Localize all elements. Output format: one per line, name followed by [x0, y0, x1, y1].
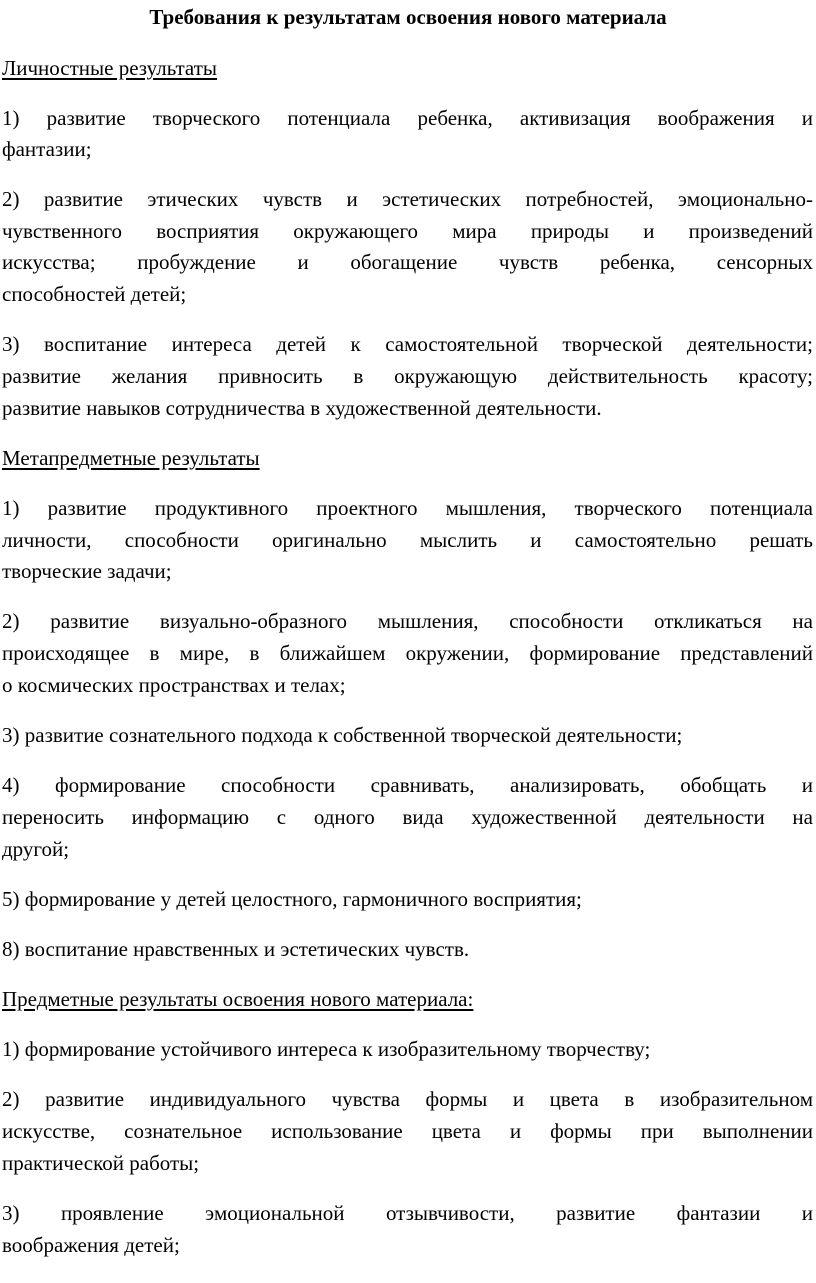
paragraph-line: происходящее в мире, в ближайшем окружении, формирование представлений — [2, 641, 813, 665]
paragraph-line: 4) формирование способности сравнивать, анализировать, обобщать и — [2, 773, 813, 797]
paragraph-line: 8) воспитание нравственных и эстетических чувств. — [2, 937, 470, 961]
paragraph-line: практической работы; — [2, 1151, 200, 1175]
paragraph-line: развитие желания привносить в окружающую действительность красоту; — [2, 364, 813, 388]
paragraph-line: переносить информацию с одного вида художественной деятельности на — [2, 805, 813, 829]
paragraph-line: искусства; пробуждение и обогащение чувств ребенка, сенсорных — [2, 250, 813, 274]
section-heading-metasubject: Метапредметные результаты — [2, 446, 260, 470]
paragraph-line: творческие задачи; — [2, 559, 172, 583]
paragraph-line: 2) развитие визуально-образного мышления, способности откликаться на — [2, 609, 813, 633]
paragraph-line: личности, способности оригинально мыслить и самостоятельно решать — [2, 528, 813, 552]
paragraph-line: 1) развитие творческого потенциала ребенка, активизация воображения и — [2, 106, 813, 130]
paragraph-line: 1) формирование устойчивого интереса к изобразительному творчеству; — [2, 1037, 651, 1061]
paragraph-line: искусстве, сознательное использование цвета и формы при выполнении — [2, 1119, 813, 1143]
paragraph-line: о космических пространствах и телах; — [2, 673, 346, 697]
paragraph-line: 3) проявление эмоциональной отзывчивости, развитие фантазии и — [2, 1201, 813, 1225]
paragraph-line: развитие навыков сотрудничества в художественной деятельности. — [2, 396, 602, 420]
paragraph-line: 3) воспитание интереса детей к самостоятельной творческой деятельности; — [2, 332, 813, 356]
section-heading-personal: Личностные результаты — [2, 56, 217, 80]
section-heading-subject: Предметные результаты освоения нового материала: — [2, 987, 474, 1011]
paragraph-line: чувственного восприятия окружающего мира природы и произведений — [2, 219, 813, 243]
paragraph-line: 2) развитие индивидуального чувства формы и цвета в изобразительном — [2, 1087, 813, 1111]
paragraph-line: фантазии; — [2, 137, 92, 161]
document-title: Требования к результатам освоения нового материала — [149, 5, 667, 29]
paragraph-line: 1) развитие продуктивного проектного мышления, творческого потенциала — [2, 496, 813, 520]
paragraph-line: другой; — [2, 837, 70, 861]
paragraph-line: способностей детей; — [2, 282, 187, 306]
paragraph-line: 5) формирование у детей целостного, гармоничного восприятия; — [2, 887, 582, 911]
paragraph-line: 2) развитие этических чувств и эстетических потребностей, эмоционально- — [2, 187, 813, 211]
paragraph-line: 3) развитие сознательного подхода к собственной творческой деятельности; — [2, 723, 683, 747]
paragraph-line: воображения детей; — [2, 1233, 180, 1257]
